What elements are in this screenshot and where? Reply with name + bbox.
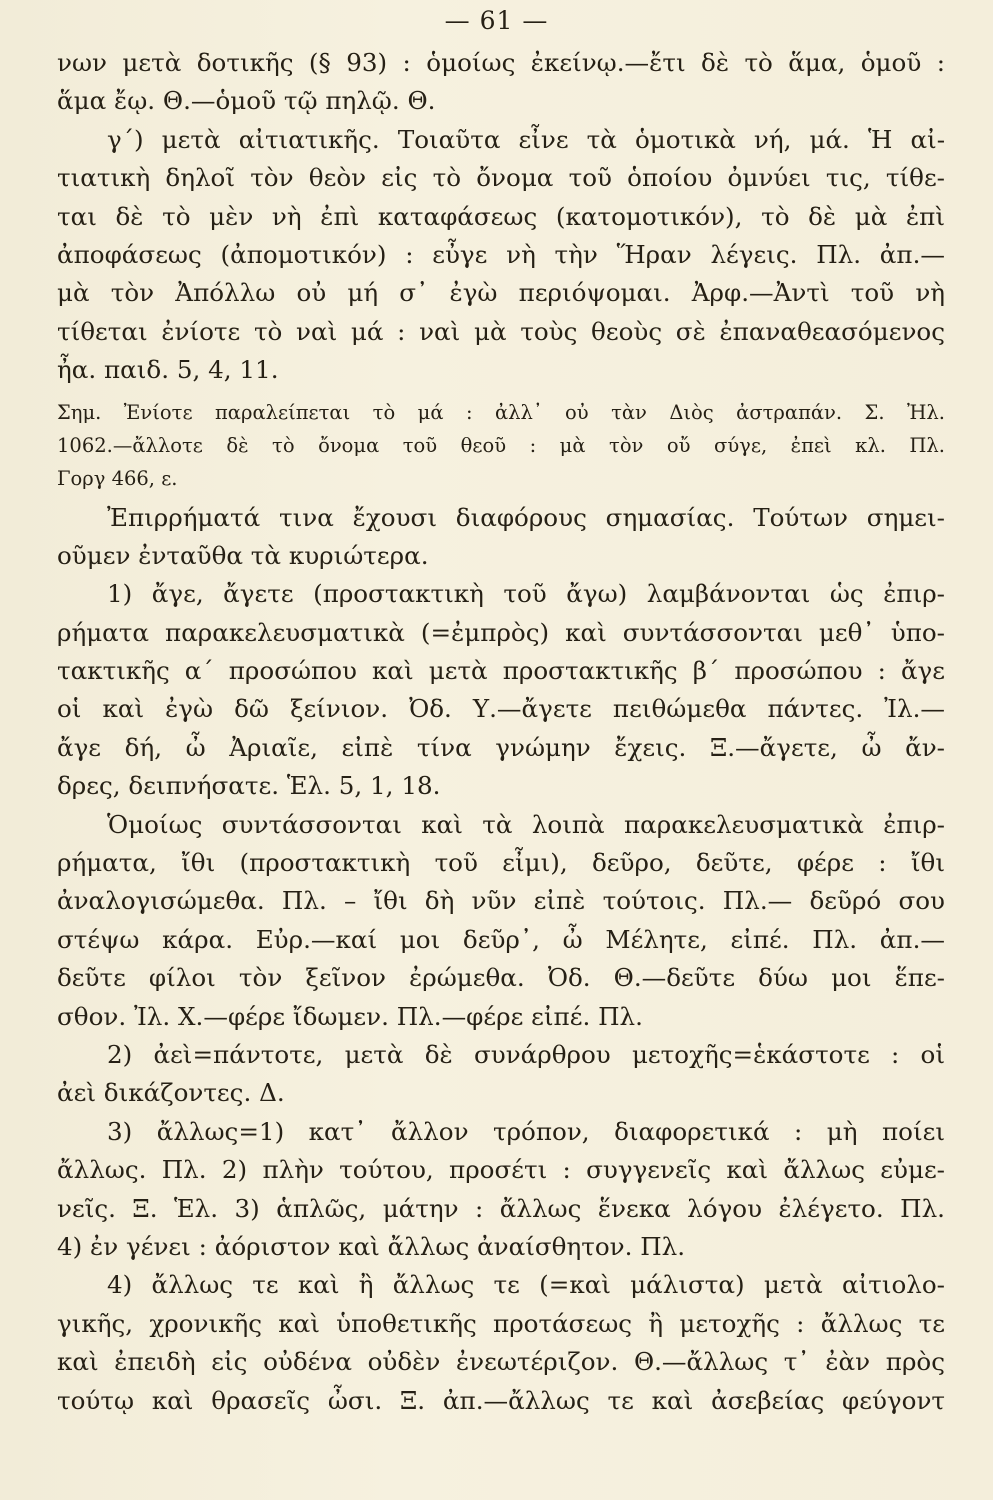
- text-line: 3) ἄλλως=1) κατ᾽ ἄλλον τρόπον, διαφορετικά : μὴ ποίει: [107, 1116, 945, 1146]
- text-line: δρες, δειπνήσατε. Ἑλ. 5, 1, 18.: [57, 771, 441, 801]
- text-line: ρήματα παρακελευσματικὰ (=ἐμπρὸς) καὶ συντάσσονται μεθ᾽ ὑπο-: [57, 617, 945, 647]
- text-line: ἀποφάσεως (ἀπομοτικόν) : εὖγε νὴ τὴν Ἥραν λέγεις. Πλ. ἀπ.—: [57, 239, 945, 269]
- text-line: 4) ἄλλως τε καὶ ἢ ἄλλως τε (=καὶ μάλιστα) μετὰ αἰτιολο-: [107, 1270, 945, 1300]
- text-line: τούτῳ καὶ θρασεῖς ὦσι. Ξ. ἀπ.—ἄλλως τε καὶ ἀσεβείας φεύγοντ: [57, 1385, 945, 1415]
- text-line: ἅμα ἔῳ. Θ.—ὁμοῦ τῷ πηλῷ. Θ.: [57, 86, 436, 116]
- text-line: 2) ἀεὶ=πάντοτε, μετὰ δὲ συνάρθρου μετοχῆς=ἑκάστοτε : οἱ: [107, 1039, 945, 1069]
- text-line: οῦμεν ἐνταῦθα τὰ κυριώτερα.: [57, 540, 429, 570]
- text-line: ἦα. παιδ. 5, 4, 11.: [57, 355, 279, 385]
- note-line: Σημ. Ἐνίοτε παραλείπεται τὸ μά : ἀλλ᾽ οὐ τὰν Διὸς ἀστραπάν. Σ. Ἠλ.: [57, 400, 945, 424]
- text-block-main: [57, 44, 945, 390]
- text-line: ρήματα, ἴθι (προστακτικὴ τοῦ εἶμι), δεῦρο, δεῦτε, φέρε : ἴθι: [57, 848, 945, 878]
- text-line: Ἐπιρρήματά τινα ἔχουσι διαφόρους σημασίας. Τούτων σημει-: [107, 502, 945, 532]
- text-line: οἱ καὶ ἐγὼ δῶ ξείνιον. Ὀδ. Υ.—ἄγετε πειθώμεθα πάντες. Ἰλ.—: [57, 694, 945, 724]
- text-line: Ὁμοίως συντάσσονται καὶ τὰ λοιπὰ παρακελευσματικὰ ἐπιρ-: [107, 809, 945, 839]
- text-line: 1) ἄγε, ἄγετε (προστακτικὴ τοῦ ἄγω) λαμβάνονται ὡς ἐπιρ-: [107, 579, 945, 609]
- text-block-note: [57, 396, 945, 495]
- text-line: 4) ἐν γένει : ἀόριστον καὶ ἄλλως ἀναίσθητον. Πλ.: [57, 1231, 686, 1261]
- text-line: νων μετὰ δοτικῆς (§ 93) : ὁμοίως ἐκείνῳ.—ἔτι δὲ τὸ ἅμα, ὁμοῦ :: [57, 48, 945, 77]
- text-line: στέψω κάρα. Εὐρ.—καί μοι δεῦρ᾽, ὦ Μέλητε, εἰπέ. Πλ. ἀπ.—: [57, 924, 945, 954]
- text-line: τίθεται ἐνίοτε τὸ ναὶ μά : ναὶ μὰ τοὺς θεοὺς σὲ ἐπαναθεασόμενος: [57, 316, 945, 346]
- text-block-adverbs: [57, 499, 945, 1420]
- text-line: σθον. Ἰλ. Χ.—φέρε ἴδωμεν. Πλ.—φέρε εἰπέ. Πλ.: [57, 1001, 643, 1031]
- page-body: [57, 44, 945, 1420]
- text-line: ἀναλογισώμεθα. Πλ. – ἴθι δὴ νῦν εἰπὲ τούτοις. Πλ.— δεῦρό σου: [57, 886, 945, 916]
- text-line: γ΄) μετὰ αἰτιατικῆς. Τοιαῦτα εἶνε τὰ ὁμοτικὰ νή, μά. Ἡ αἰ-: [107, 124, 945, 154]
- text-line: ται δὲ τὸ μὲν νὴ ἐπὶ καταφάσεως (κατομοτικόν), τὸ δὲ μὰ ἐπὶ: [57, 201, 945, 231]
- text-line: ἄγε δή, ὦ Ἀριαῖε, εἰπὲ τίνα γνώμην ἔχεις. Ξ.—ἄγετε, ὦ ἄν-: [57, 732, 945, 762]
- text-line: γικῆς, χρονικῆς καὶ ὑποθετικῆς προτάσεως ἢ μετοχῆς : ἄλλως τε: [57, 1308, 945, 1338]
- text-line: μὰ τὸν Ἀπόλλω οὐ μή σ᾽ ἐγὼ περιόψομαι. Ἀρφ.—Ἀντὶ τοῦ νὴ: [57, 278, 945, 308]
- page-number: — 61 —: [444, 6, 549, 35]
- text-line: δεῦτε φίλοι τὸν ξεῖνον ἐρώμεθα. Ὀδ. Θ.—δεῦτε δύω μοι ἕπε-: [57, 963, 945, 993]
- text-line: ἀεὶ δικάζοντες. Δ.: [57, 1078, 285, 1108]
- note-line: 1062.—ἄλλοτε δὲ τὸ ὄνομα τοῦ θεοῦ : μὰ τὸν οὔ σύγε, ἐπεὶ κλ. Πλ.: [57, 433, 945, 457]
- text-line: νεῖς. Ξ. Ἑλ. 3) ἁπλῶς, μάτην : ἄλλως ἕνεκα λόγου ἐλέγετο. Πλ.: [57, 1193, 945, 1223]
- text-line: καὶ ἐπειδὴ εἰς οὐδένα οὐδὲν ἐνεωτέριζον. Θ.—ἄλλως τ᾽ ἐὰν πρὸς: [57, 1347, 945, 1377]
- text-line: ἄλλως. Πλ. 2) πλὴν τούτου, προσέτι : συγγενεῖς καὶ ἄλλως εὐμε-: [57, 1155, 945, 1185]
- text-line: τακτικῆς α΄ προσώπου καὶ μετὰ προστακτικῆς β΄ προσώπου : ἄγε: [57, 656, 945, 686]
- text-line: τιατικὴ δηλοῖ τὸν θεὸν εἰς τὸ ὄνομα τοῦ ὁποίου ὀμνύει τις, τίθε-: [57, 163, 945, 193]
- note-line: Γοργ 466, ε.: [57, 466, 178, 490]
